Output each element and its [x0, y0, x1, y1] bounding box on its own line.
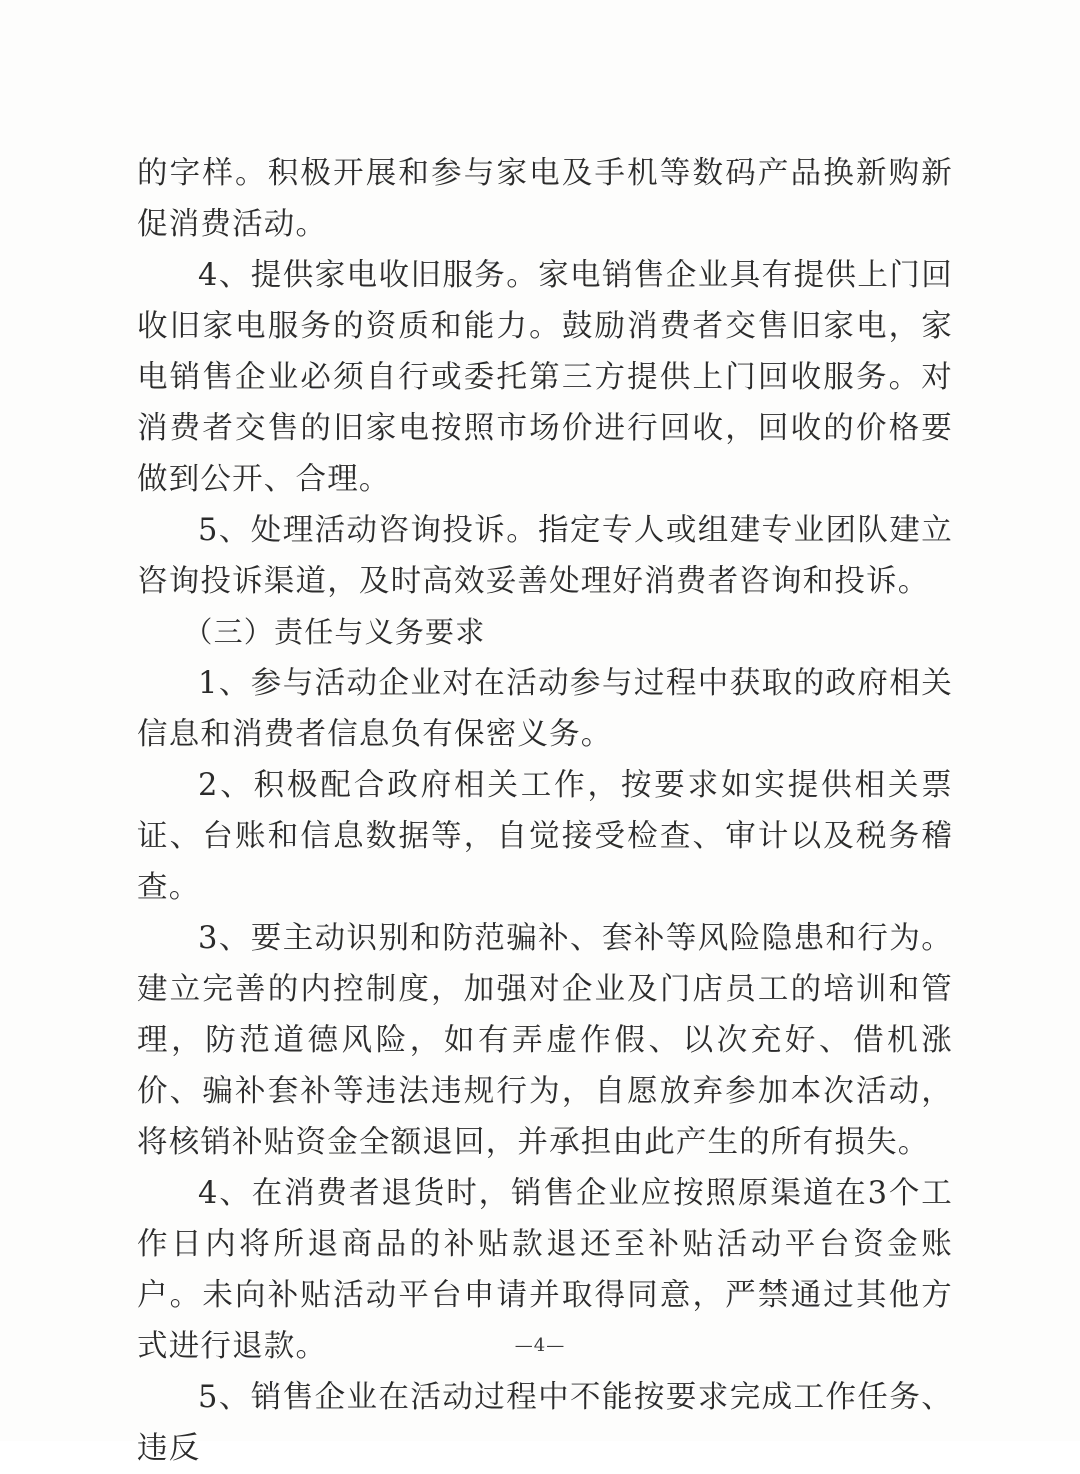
page-number: —4— — [514, 1335, 566, 1356]
document-body — [137, 148, 953, 1474]
paragraph-continuation: 的字样。积极开展和参与家电及手机等数码产品换新购新促消费活动。 — [137, 156, 953, 242]
paragraph-item-4-refund: 4、在消费者退货时，销售企业应按照原渠道在3个工作日内将所退商品的补贴款退还至补贴活动平台资金账户。未向补贴活动平台申请并取得同意，严禁通过其他方式进行退款。 — [137, 1176, 953, 1364]
section-heading: （三）责任与义务要求 — [183, 615, 486, 649]
paragraph-item-5-complaints: 5、处理活动咨询投诉。指定专人或组建专业团队建立咨询投诉渠道，及时高效妥善处理好消费者咨询和投诉。 — [137, 513, 953, 599]
paragraph-item-2-cooperation: 2、积极配合政府相关工作，按要求如实提供相关票证、台账和信息数据等，自觉接受检查、审计以及税务稽查。 — [137, 768, 953, 905]
paragraph-item-4-recycling: 4、提供家电收旧服务。家电销售企业具有提供上门回收旧家电服务的资质和能力。鼓励消费者交售旧家电，家电销售企业必须自行或委托第三方提供上门回收服务。对消费者交售的旧家电按照市场价进行回收，回收的价格要做到公开、合理。 — [137, 258, 953, 497]
paragraph-item-1-confidentiality: 1、参与活动企业对在活动参与过程中获取的政府相关信息和消费者信息负有保密义务。 — [137, 666, 953, 752]
paragraph-item-5-violation: 5、销售企业在活动过程中不能按要求完成工作任务、违反 — [137, 1380, 953, 1466]
paragraph-item-3-risk-control: 3、要主动识别和防范骗补、套补等风险隐患和行为。建立完善的内控制度，加强对企业及门店员工的培训和管理，防范道德风险，如有弄虚作假、以次充好、借机涨价、骗补套补等违法违规行为，自愿放弃参加本次活动，将核销补贴资金全额退回，并承担由此产生的所有损失。 — [137, 921, 953, 1160]
